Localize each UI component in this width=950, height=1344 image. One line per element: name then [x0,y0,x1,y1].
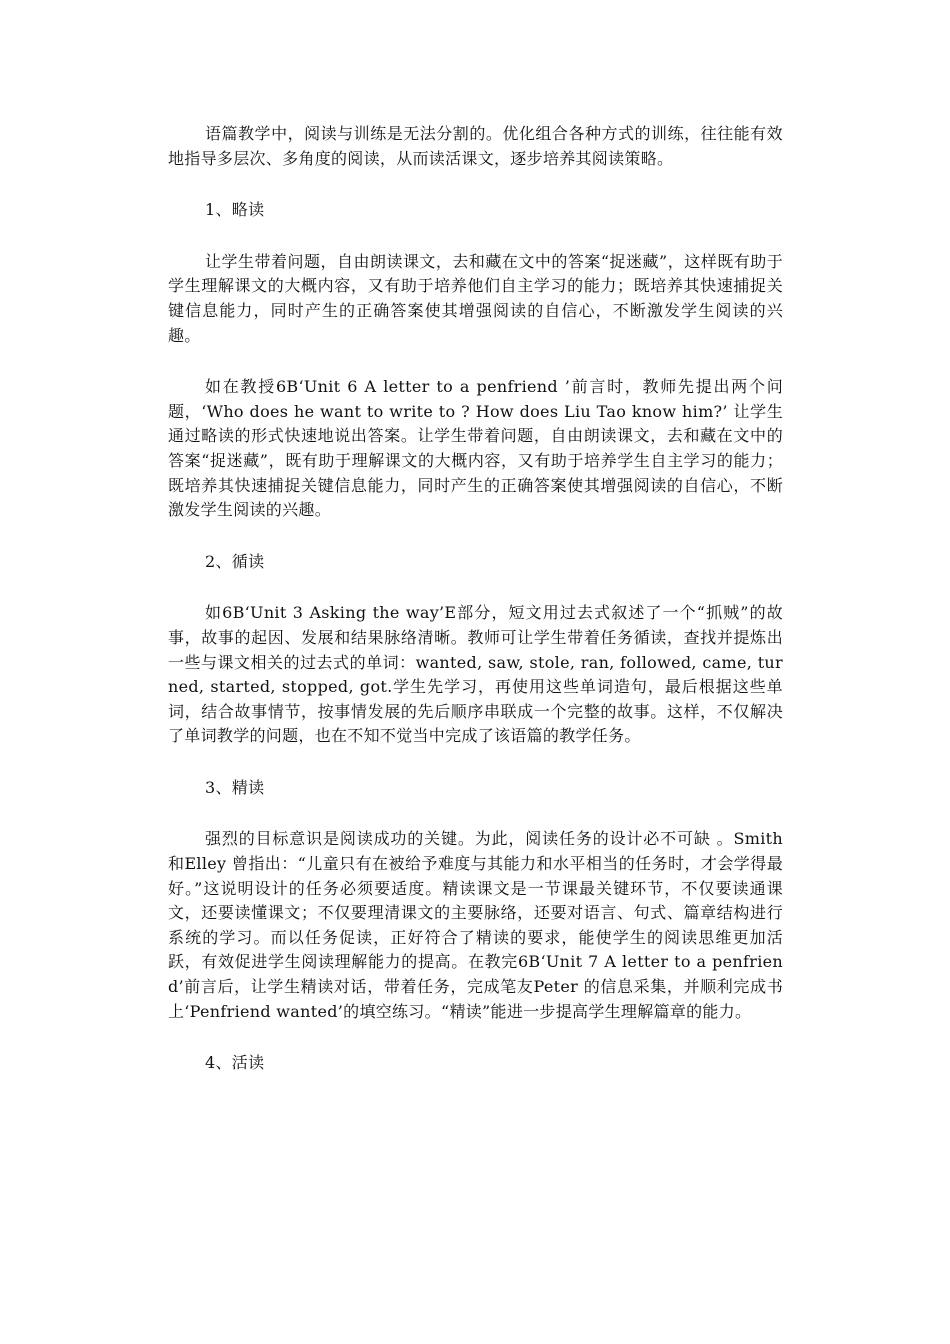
intro-paragraph: 语篇教学中，阅读与训练是无法分割的。优化组合各种方式的训练，往往能有效地指导多层次、多角度的阅读，从而读活课文，逐步培养其阅读策略。 [168,124,783,168]
intensive-reading-paragraph: 强烈的目标意识是阅读成功的关键。为此，阅读任务的设计必不可缺 。Smith 和Elley 曾指出：“儿童只有在被给予难度与其能力和水平相当的任务时，才会学得最好。”这说明设计的任务必须要适度。精读课文是一节课最关键环节，不仅要读通课文，还要读懂课文；不仅要理清课文的主要脉络，还要对语言、句式、篇章结构进行系统的学习。而以任务促读，正好符合了精读的要求，能使学生的阅读思维更加活跃，有效促进学生阅读理解能力的提高。在教完6B‘Unit 7 A letter to a penfriend’前言后，让学生精读对话，带着任务，完成笔友Peter 的信息采集，并顺利完成书上‘Penfriend wanted’的填空练习。“精读”能进一步提高学生理解篇章的能力。 [168,829,783,1021]
section-heading-guided-reading: 2、循读 [205,551,265,571]
skimming-paragraph-1: 让学生带着问题，自由朗读课文，去和藏在文中的答案“捉迷藏”，这样既有助于学生理解课文的大概内容，又有助于培养他们自主学习的能力；既培养其快速捕捉关键信息能力，同时产生的正确答案使其增强阅读的自信心，不断激发学生阅读的兴趣。 [168,251,783,345]
section-heading-active-reading: 4、活读 [205,1053,265,1073]
section-heading-intensive-reading: 3、精读 [205,777,265,797]
guided-reading-paragraph: 如6B‘Unit 3 Asking the way’E部分，短文用过去式叙述了一个“抓贼”的故事，故事的起因、发展和结果脉络清晰。教师可让学生带着任务循读，查找并提炼出一些与课文相关的过去式的单词：wanted, saw, stole, ran, followed, came, turned, started, stopped, got.学生先学习，再使用这些单词造句，最后根据这些单词，结合故事情节，按事情发展的先后顺序串联成一个完整的故事。这样，不仅解决了单词教学的问题，也在不知不觉当中完成了该语篇的教学任务。 [168,603,783,746]
skimming-paragraph-2: 如在教授6B‘Unit 6 A letter to a penfriend ’前言时，教师先提出两个问题，‘Who does he want to write to ? How does Liu Tao know him?’ 让学生通过略读的形式快速地说出答案。让学生带着问题，自由朗读课文，去和藏在文中的答案“捉迷藏”，既有助于理解课文的大概内容，又有助于培养学生自主学习的能力；既培养其快速捕捉关键信息能力，同时产生的正确答案使其增强阅读的自信心，不断激发学生阅读的兴趣。 [168,377,783,520]
document-body [168,122,783,1103]
section-heading-skimming: 1、略读 [205,200,265,220]
